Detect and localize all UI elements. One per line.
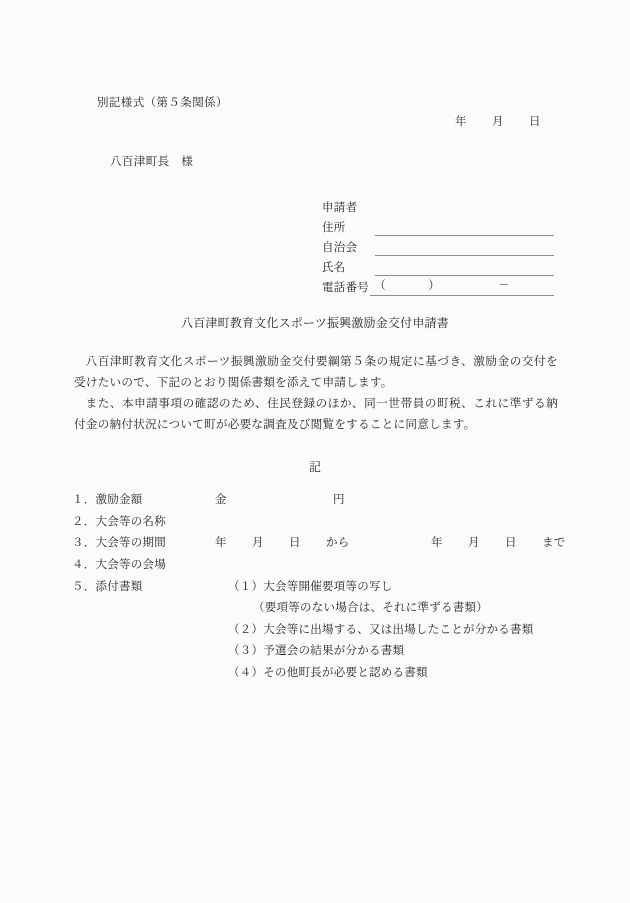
item5-label: 添付書類 — [95, 579, 143, 593]
period-to-label: まで — [542, 535, 566, 549]
body-paragraph-2: また、本申請事項の確認のため、住民登録のほか、同一世帯員の町税、これに準ずる納付金の納付状況について町が必要な調査及び閲覧をすることに同意します。 — [74, 396, 558, 431]
phone-paren-close: ） — [428, 278, 440, 292]
applicant-heading-row — [322, 196, 554, 216]
applicant-association-label: 自治会 — [322, 239, 358, 254]
applicant-association-row — [322, 236, 554, 256]
item3-number: ３． — [72, 535, 96, 549]
applicant-name-field[interactable] — [375, 259, 554, 276]
item1-label-group — [72, 494, 215, 506]
applicant-name-row — [322, 256, 554, 276]
date-month-label: 月 — [492, 114, 504, 128]
phone-paren-open: （ — [374, 278, 386, 292]
applicant-address-row — [322, 216, 554, 236]
item-attachments — [72, 581, 215, 593]
item5-number: ５． — [72, 579, 96, 593]
attachment-4-text: その他町長が必要と認める書類 — [263, 665, 428, 679]
applicant-address-label: 住所 — [322, 219, 346, 234]
item5-label-group — [72, 581, 215, 593]
attachment-item-1 — [228, 581, 393, 593]
attachment-item-3 — [228, 645, 404, 657]
item3-label-group — [72, 537, 215, 549]
attachment-1-text: 大会等開催要項等の写し — [263, 579, 393, 593]
applicant-phone-row — [322, 276, 554, 296]
attachment-3-text: 予選会の結果が分かる書類 — [263, 643, 405, 657]
item1-kin-marker: 金 — [215, 492, 227, 506]
date-entry-line — [455, 116, 541, 128]
item1-yen-marker: 円 — [333, 492, 345, 506]
item3-label: 大会等の期間 — [95, 535, 166, 549]
period-end-day-label: 日 — [505, 535, 517, 549]
item2-label: 大会等の名称 — [95, 514, 166, 528]
attachment-4-number: （４） — [228, 665, 264, 679]
applicant-name-label: 氏名 — [322, 259, 346, 274]
phone-dash: － — [498, 278, 510, 292]
item-event-period — [72, 537, 566, 549]
item4-label: 大会等の会場 — [95, 557, 166, 571]
item2-number: ２． — [72, 514, 96, 528]
attachment-item-2 — [228, 624, 534, 636]
ki-mark: 記 — [308, 460, 321, 474]
item4-number: ４． — [72, 557, 96, 571]
date-day-label: 日 — [529, 114, 541, 128]
item1-number: １． — [72, 492, 96, 506]
item1-label: 激励金額 — [95, 492, 143, 506]
date-year-label: 年 — [455, 114, 467, 128]
item-incentive-amount — [72, 494, 345, 506]
attachment-2-text: 大会等に出場する、又は出場したことが分かる書類 — [263, 622, 534, 636]
attachment-3-number: （３） — [228, 643, 264, 657]
applicant-phone-field[interactable] — [370, 279, 554, 296]
applicant-address-field[interactable] — [375, 219, 554, 236]
item2-label-group — [72, 516, 215, 528]
addressee-label: 八百津町長 様 — [110, 154, 194, 168]
applicant-heading-spacer — [363, 200, 554, 216]
applicant-phone-label: 電話番号 — [322, 279, 370, 294]
body-paragraph-1: 八百津町教育文化スポーツ振興激励金交付要綱第５条の規定に基づき、激励金の交付を受けたいので、下記のとおり関係書類を添えて申請します。 — [74, 354, 558, 389]
period-start-day-label: 日 — [289, 535, 301, 549]
period-end-month-label: 月 — [468, 535, 480, 549]
item-event-venue — [72, 559, 215, 571]
item4-label-group — [72, 559, 215, 571]
attachment-item-4 — [228, 667, 428, 679]
attachment-1-number: （１） — [228, 579, 264, 593]
attachment-item-1-note — [253, 602, 488, 614]
applicant-heading: 申請者 — [322, 199, 358, 214]
form-code-label: 別記様式（第５条関係） — [97, 95, 228, 109]
period-from-label: から — [326, 535, 350, 549]
applicant-block — [322, 196, 554, 296]
period-end-year-label: 年 — [431, 535, 443, 549]
period-start-month-label: 月 — [252, 535, 264, 549]
applicant-association-field[interactable] — [375, 239, 554, 256]
attachment-2-number: （２） — [228, 622, 264, 636]
item-event-name — [72, 516, 215, 528]
period-start-year-label: 年 — [215, 535, 227, 549]
page-title: 八百津町教育文化スポーツ振興激励金交付申請書 — [181, 316, 449, 330]
attachment-1-note-text: （要項等のない場合は、それに準ずる書類） — [253, 600, 488, 614]
